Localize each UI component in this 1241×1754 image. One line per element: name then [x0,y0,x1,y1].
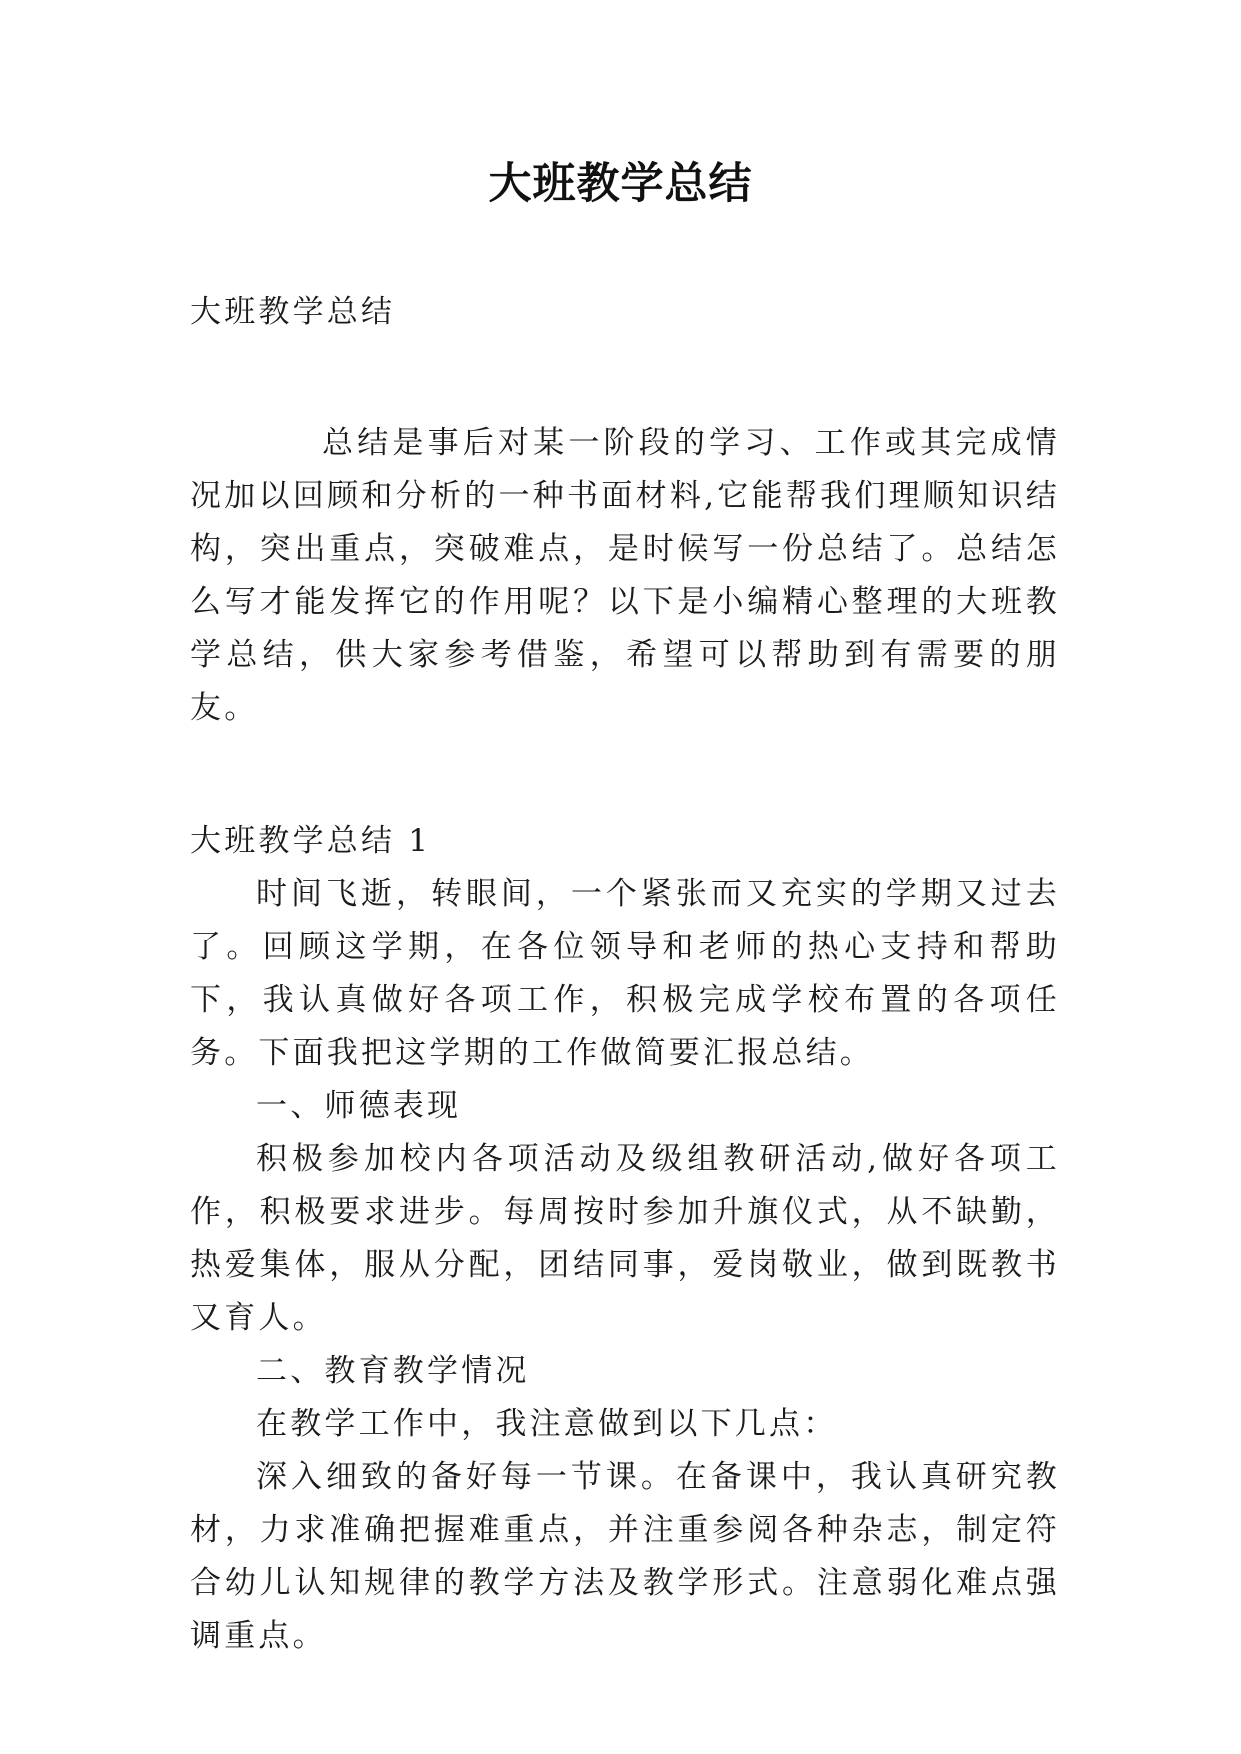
section-heading-teaching: 二、教育教学情况 [256,1353,530,1389]
paragraph: 深入细致的备好每一节课。在备课中，我认真研究教材，力求准确把握难重点，并注重参阅各种杂志，制定符合幼儿认知规律的教学方法及教学形式。注意弱化难点强调重点。 [190,1459,1060,1654]
document-title: 大班教学总结 [488,159,753,209]
paragraph: 积极参加校内各项活动及级组教研活动,做好各项工作，积极要求进步。每周按时参加升旗仪式，从不缺勤，热爱集体，服从分配，团结同事，爱岗敬业，做到既教书又育人。 [190,1141,1060,1336]
document-body [190,286,1060,1663]
intro-paragraph: 总结是事后对某一阶段的学习、工作或其完成情况加以回顾和分析的一种书面材料,它能帮我们理顺知识结构，突出重点，突破难点，是时候写一份总结了。总结怎么写才能发挥它的作用呢？以下是小编精心整理的大班教学总结，供大家参考借鉴，希望可以帮助到有需要的朋友。 [190,425,1060,726]
section-heading-ethics: 一、师德表现 [256,1088,462,1124]
paragraph: 时间飞逝，转眼间，一个紧张而又充实的学期又过去了。回顾这学期，在各位领导和老师的热心支持和帮助下，我认真做好各项工作，积极完成学校布置的各项任务。下面我把这学期的工作做简要汇报总结。 [190,876,1060,1071]
document-subheading: 大班教学总结 [190,294,396,330]
section-title: 大班教学总结 1 [190,823,432,859]
paragraph: 在教学工作中，我注意做到以下几点： [256,1406,838,1442]
